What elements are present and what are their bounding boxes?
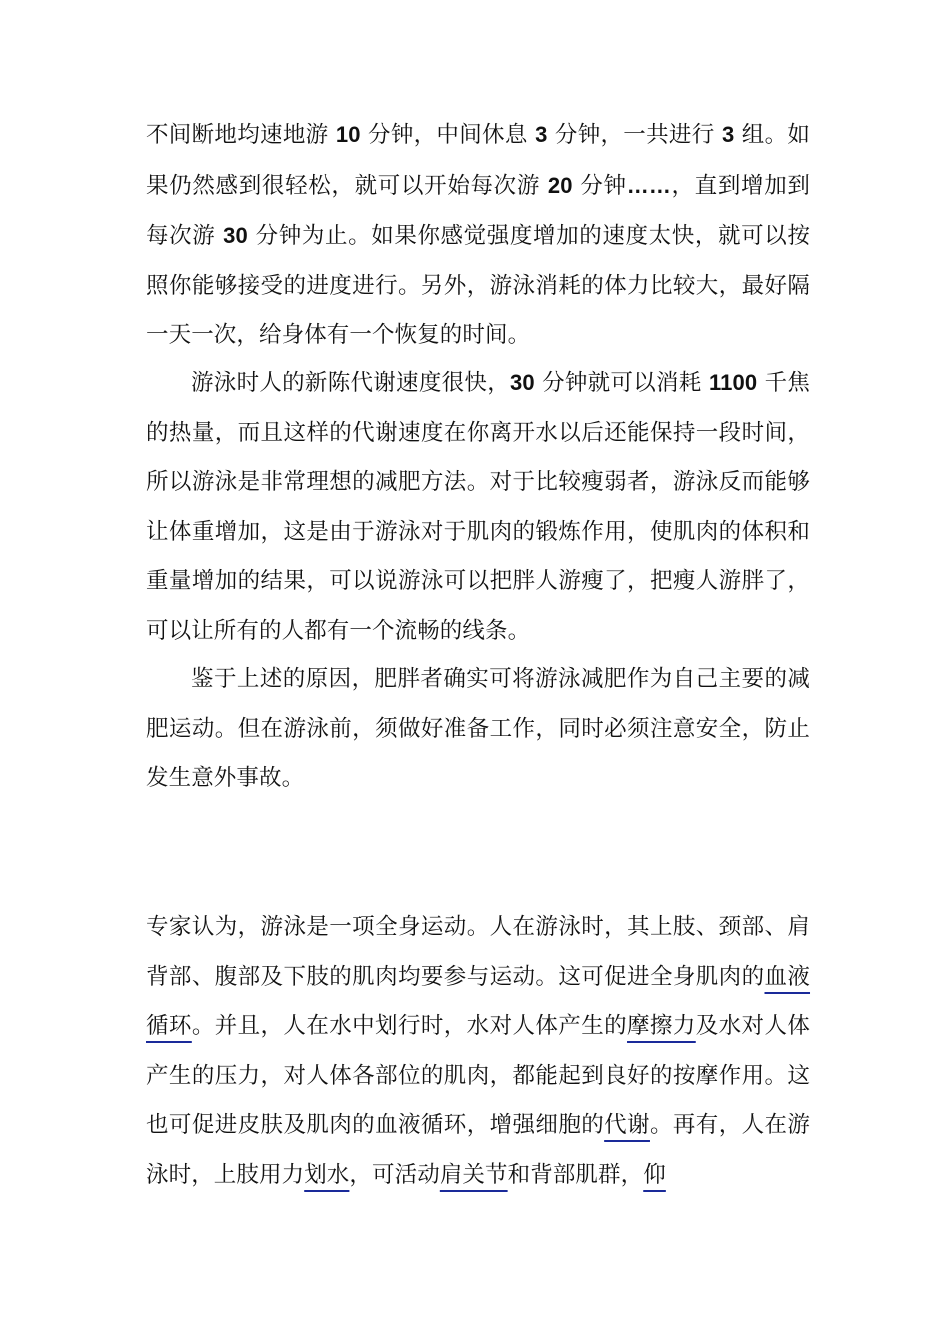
text-run: 组。如果仍然感到很轻松，就可以开始每次游 (146, 122, 810, 199)
number-text: …… (626, 172, 671, 198)
text-run: 分钟为止。如果你感觉强度增加的速度太快，就可以按照你能够接受的进度进行。另外，游泳消耗的体力比较大，最好隔一天一次，给身体有一个恢复的时间。 (146, 223, 810, 348)
number-text: 30 (223, 223, 248, 248)
paragraph-metabolism (146, 358, 810, 656)
hyperlink[interactable]: 摩擦力 (627, 1013, 696, 1039)
text-run: ，可活动 (349, 1161, 440, 1188)
text-run: 分钟，中间休息 (360, 122, 536, 148)
hyperlink[interactable]: 代谢 (604, 1112, 650, 1138)
text-run: 。并且，人在水中划行时，水对人体产生的 (191, 1013, 628, 1039)
text-run: 千焦的热量，而且这样的代谢速度在你离开水以后还能保持一段时间，所以游泳是非常理想的减肥方法。对于比较瘦弱者，游泳反而能够让体重增加，这是由于游泳对于肌肉的锻炼作用，使肌肉的体积和重量增加的结果，可以说游泳可以把胖人游瘦了，把瘦人游胖了，可以让所有的人都有一个流畅的线条。 (146, 370, 810, 644)
hyperlink[interactable]: 仰 (643, 1161, 666, 1188)
text-run: 鉴于上述的原因，肥胖者确实可将游泳减肥作为自己主要的减肥运动。但在游泳前，须做好准备工作，同时必须注意安全，防止发生意外事故。 (146, 666, 810, 791)
paragraph-expert-opinion (146, 903, 810, 1200)
text-run: 分钟就可以消耗 (534, 370, 710, 396)
text-run: 分钟，一共进行 (547, 122, 722, 148)
number-text: 3 (721, 122, 735, 147)
text-run: 。再有，人在游泳时，上肢用力 (146, 1112, 811, 1188)
paragraph-swim-schedule (146, 110, 810, 361)
text-run: 专家认为，游泳是一项全身运动。人在游泳时，其上肢、颈部、肩背部、腹部及下肢的肌肉均要参与运动。这可促进全身肌肉的 (146, 914, 810, 990)
text-run: 及水对人体产生的压力，对人体各部位的肌肉，都能起到良好的按摩作用。这也可促进皮肤及肌肉的血液循环，增强细胞的 (146, 1013, 810, 1138)
text-run: 游泳时人的新陈代谢速度很快， (191, 370, 510, 396)
paragraph-recommendation (146, 655, 810, 804)
text-run: 和背部肌群， (507, 1161, 644, 1188)
number-text: 3 (535, 122, 548, 147)
text-run: ，直到增加到每次游 (146, 172, 810, 249)
hyperlink[interactable]: 划水 (304, 1161, 350, 1188)
number-text: 30 (509, 370, 535, 395)
text-run: 不间断地均速地游 (146, 122, 336, 148)
number-text: 10 (335, 122, 361, 147)
number-text: 1100 (709, 370, 758, 395)
text-run: 分钟 (572, 172, 627, 199)
hyperlink[interactable]: 肩关节 (439, 1161, 508, 1188)
number-text: 20 (547, 172, 573, 198)
hyperlink[interactable]: 血液循环 (146, 963, 811, 1039)
